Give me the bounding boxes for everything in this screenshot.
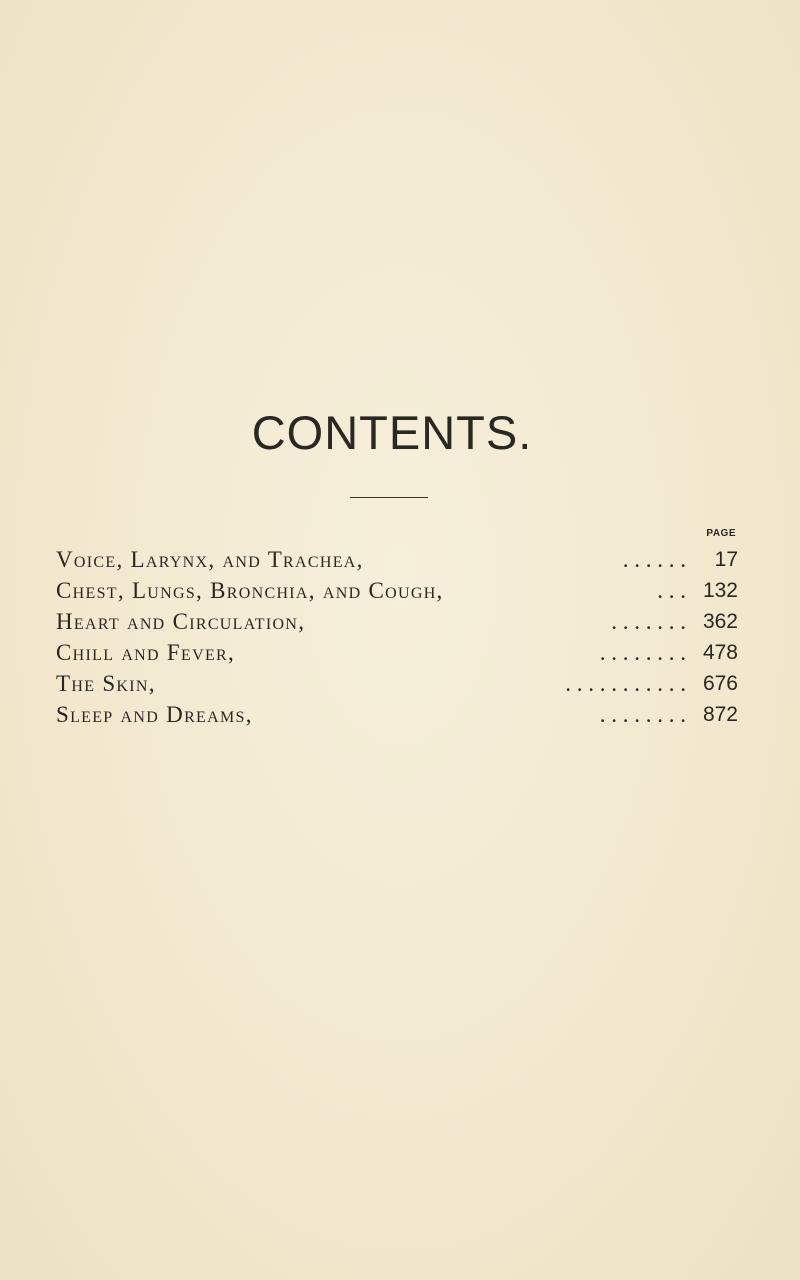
entry-title: Chill and Fever, [56,640,236,665]
entry-page-number: 362 [702,610,738,633]
entry-title: Chest, Lungs, Bronchia, and Cough, [56,578,444,603]
entry-leaders: . . . . . . . . [599,640,686,665]
page-title: CONTENTS. [251,406,533,459]
contents-entry [56,606,738,637]
entry-leaders: . . . [657,578,686,603]
entry-title: Sleep and Dreams, [56,702,253,727]
contents-entry [56,637,738,668]
contents-entry [56,544,738,575]
entry-page-number: 17 [714,548,738,571]
contents-entry [56,575,738,606]
contents-entry [56,668,738,699]
entry-title: The Skin, [56,671,156,696]
entry-title: Voice, Larynx, and Trachea, [56,547,364,572]
contents-list [56,544,738,730]
title-rule [350,497,428,498]
entry-leaders: . . . . . . . . . . . [565,671,686,696]
page-column-label: PAGE [706,528,736,539]
entry-title: Heart and Circulation, [56,609,306,634]
entry-leaders: . . . . . . . [611,609,686,634]
entry-page-number: 872 [702,703,738,726]
contents-entry [56,699,738,730]
entry-page-number: 478 [702,641,738,664]
entry-page-number: 676 [702,672,738,695]
entry-leaders: . . . . . . . . [599,702,686,727]
entry-page-number: 132 [702,579,738,602]
entry-leaders: . . . . . . [622,547,686,572]
